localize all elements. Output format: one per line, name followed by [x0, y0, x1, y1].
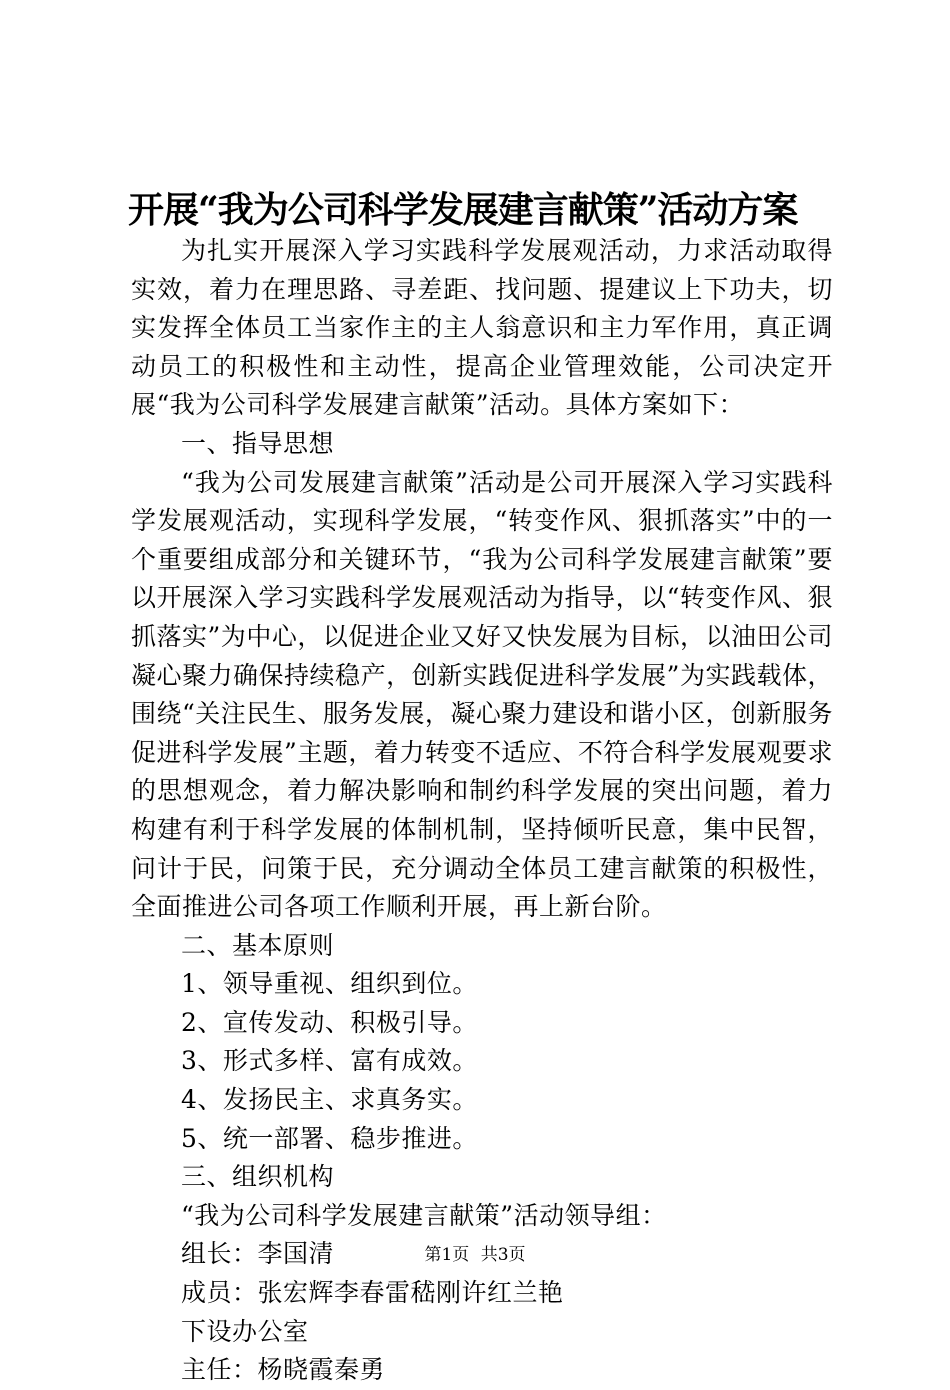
office-line: 下设办公室 [181, 1316, 309, 1346]
org-intro-line: “我为公司科学发展建言献策”活动领导组： [181, 1200, 667, 1230]
principle-item: 1、领导重视、组织到位。 [181, 969, 478, 999]
document-title: 开展“我为公司科学发展建言献策”活动方案 [128, 189, 798, 231]
section-heading-guiding-ideology: 一、指导思想 [181, 428, 335, 458]
principle-item: 5、统一部署、稳步推进。 [181, 1123, 478, 1153]
page-number: 第1页 [424, 1245, 470, 1265]
principle-item: 2、宣传发动、积极引导。 [181, 1007, 478, 1037]
document-body [131, 232, 833, 1390]
members-line: 成员：张宏辉李春雷嵇刚许红兰艳 [181, 1278, 564, 1308]
director-line: 主任：杨晓霞秦勇 [181, 1355, 386, 1385]
section-heading-basic-principles: 二、基本原则 [181, 930, 335, 960]
leader-line: 组长：李国清 [181, 1239, 335, 1269]
section-heading-organization: 三、组织机构 [181, 1162, 335, 1192]
principle-item: 3、形式多样、富有成效。 [181, 1046, 478, 1076]
guiding-ideology-paragraph: “我为公司发展建言献策”活动是公司开展深入学习实践科学发展观活动，实现科学发展，“转变作风、狠抓落实”中的一个重要组成部分和关键环节，“我为公司科学发展建言献策”要以开展深入学习实践科学发展观活动为指导，以“转变作风、狠抓落实”为中心，以促进企业又好又快发展为目标，以油田公司凝心聚力确保持续稳产，创新实践促进科学发展”为实践载体，围绕“关注民生、服务发展，凝心聚力建设和谐小区，创新服务促进科学发展”主题，着力转变不适应、不符合科学发展观要求的思想观念，着力解决影响和制约科学发展的突出问题，着力构建有利于科学发展的体制机制，坚持倾听民意，集中民智，问计于民，问策于民，充分调动全体员工建言献策的积极性，全面推进公司各项工作顺利开展，再上新台阶。 [131, 467, 833, 922]
page-footer [0, 1243, 950, 1267]
principle-item: 4、发扬民主、求真务实。 [181, 1085, 478, 1115]
intro-paragraph: 为扎实开展深入学习实践科学发展观活动，力求活动取得实效，着力在理思路、寻差距、找问题、提建议上下功夫，切实发挥全体员工当家作主的主人翁意识和主力军作用，真正调动员工的积极性和主动性，提高企业管理效能，公司决定开展“我为公司科学发展建言献策”活动。具体方案如下： [131, 236, 833, 420]
page-total: 共3页 [480, 1245, 526, 1265]
